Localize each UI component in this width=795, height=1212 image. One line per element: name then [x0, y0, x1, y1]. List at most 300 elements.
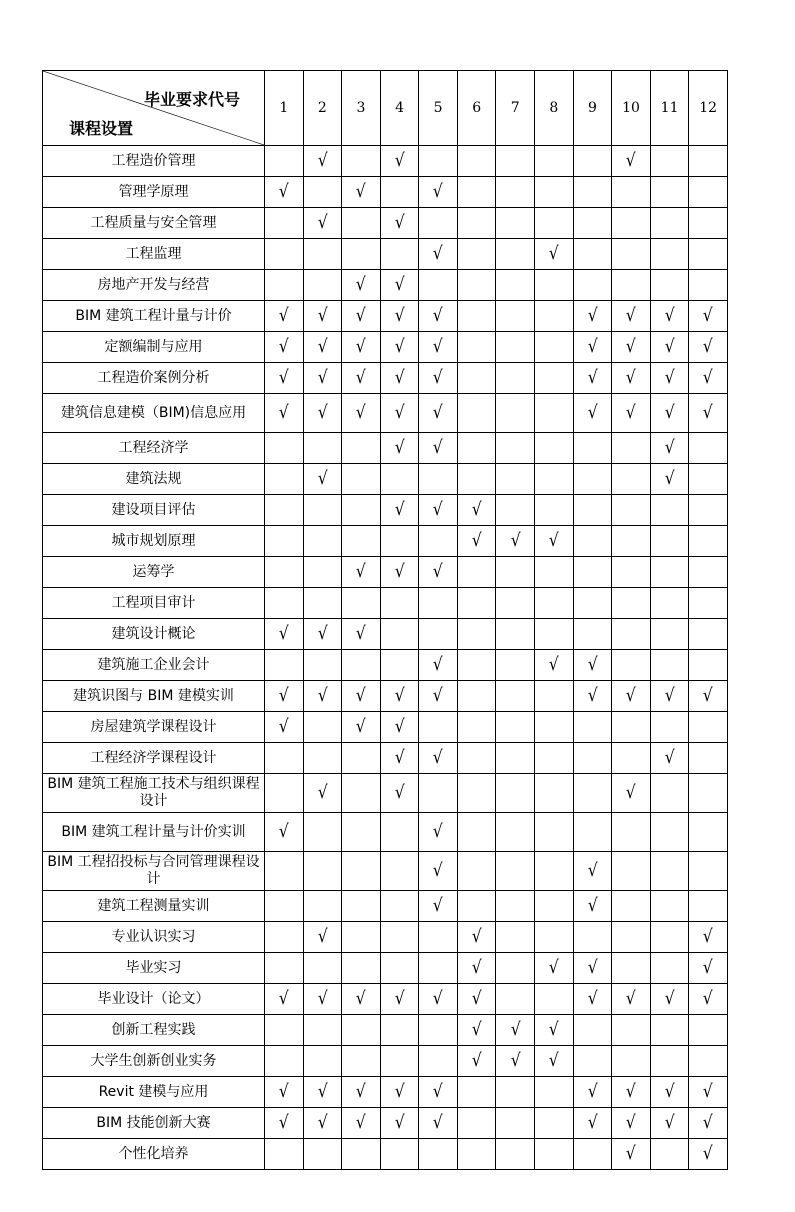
- requirement-cell: [496, 650, 535, 681]
- requirement-cell: [535, 557, 574, 588]
- requirement-cell: [612, 1077, 651, 1108]
- requirement-cell: [535, 433, 574, 464]
- requirement-cell: [689, 332, 728, 363]
- requirement-cell: [689, 177, 728, 208]
- course-name-cell: 房屋建筑学课程设计: [43, 712, 265, 743]
- requirement-cell: [457, 774, 496, 813]
- requirement-cell: [342, 588, 381, 619]
- requirement-cell: [265, 433, 304, 464]
- requirement-cell: [303, 891, 342, 922]
- course-name-cell: 工程监理: [43, 239, 265, 270]
- check-mark: √: [433, 437, 443, 458]
- check-mark: √: [433, 336, 443, 357]
- requirement-cell: [342, 984, 381, 1015]
- check-mark: √: [356, 1081, 366, 1102]
- requirement-cell: [612, 557, 651, 588]
- requirement-cell: [573, 1046, 612, 1077]
- requirement-cell: [689, 650, 728, 681]
- requirement-header-1: 1: [265, 71, 304, 146]
- check-mark: √: [394, 212, 405, 233]
- check-mark: √: [317, 926, 328, 947]
- requirement-cell: [303, 619, 342, 650]
- requirement-cell: [342, 852, 381, 891]
- requirement-cell: [573, 852, 612, 891]
- requirement-cell: [612, 332, 651, 363]
- requirement-cell: [419, 208, 458, 239]
- check-mark: √: [394, 988, 405, 1009]
- check-mark: √: [703, 336, 714, 357]
- requirement-cell: [689, 891, 728, 922]
- requirement-cell: [535, 526, 574, 557]
- requirement-cell: [535, 270, 574, 301]
- table-row: [43, 619, 728, 650]
- requirement-cell: [689, 1139, 728, 1170]
- requirement-cell: [303, 852, 342, 891]
- requirement-cell: [535, 712, 574, 743]
- requirement-header-11: 11: [650, 71, 689, 146]
- requirement-cell: [342, 1108, 381, 1139]
- requirement-cell: [650, 526, 689, 557]
- course-name-cell: 定额编制与应用: [43, 332, 265, 363]
- requirement-cell: [419, 650, 458, 681]
- requirement-cell: [419, 1108, 458, 1139]
- check-mark: √: [394, 561, 405, 582]
- requirement-cell: [457, 813, 496, 852]
- requirement-cell: [380, 852, 419, 891]
- requirement-cell: [303, 984, 342, 1015]
- requirement-cell: [496, 984, 535, 1015]
- requirement-cell: [265, 394, 304, 433]
- requirement-cell: [342, 526, 381, 557]
- check-mark: √: [278, 988, 289, 1009]
- requirement-cell: [612, 177, 651, 208]
- requirement-cell: [573, 619, 612, 650]
- requirement-cell: [496, 146, 535, 177]
- requirement-cell: [573, 177, 612, 208]
- check-mark: √: [626, 336, 636, 357]
- requirement-cell: [265, 1139, 304, 1170]
- table-row: [43, 712, 728, 743]
- requirement-cell: [342, 557, 381, 588]
- requirement-cell: [380, 177, 419, 208]
- table-row: [43, 526, 728, 557]
- check-mark: √: [587, 402, 598, 423]
- check-mark: √: [278, 1112, 289, 1133]
- requirement-cell: [535, 1015, 574, 1046]
- table-row: [43, 813, 728, 852]
- check-mark: √: [317, 402, 328, 423]
- requirement-header-12: 12: [689, 71, 728, 146]
- course-name-cell: 毕业设计（论文）: [43, 984, 265, 1015]
- requirement-cell: [535, 588, 574, 619]
- requirement-cell: [612, 526, 651, 557]
- check-mark: √: [394, 685, 405, 706]
- check-mark: √: [548, 654, 559, 675]
- check-mark: √: [626, 685, 636, 706]
- requirement-cell: [265, 1015, 304, 1046]
- requirement-cell: [496, 557, 535, 588]
- requirement-cell: [650, 922, 689, 953]
- requirement-cell: [457, 177, 496, 208]
- requirement-cell: [457, 984, 496, 1015]
- requirement-cell: [612, 743, 651, 774]
- check-mark: √: [278, 367, 289, 388]
- requirement-cell: [650, 813, 689, 852]
- requirement-cell: [457, 1046, 496, 1077]
- requirement-cell: [689, 743, 728, 774]
- requirement-cell: [265, 464, 304, 495]
- requirement-cell: [457, 852, 496, 891]
- check-mark: √: [394, 402, 405, 423]
- requirement-cell: [650, 239, 689, 270]
- requirement-cell: [303, 208, 342, 239]
- table-row: [43, 177, 728, 208]
- requirement-cell: [650, 743, 689, 774]
- requirement-cell: [612, 1139, 651, 1170]
- requirement-header-8: 8: [535, 71, 574, 146]
- requirement-cell: [265, 239, 304, 270]
- check-mark: √: [278, 181, 289, 202]
- requirement-cell: [303, 774, 342, 813]
- table-row: [43, 301, 728, 332]
- check-mark: √: [548, 957, 559, 978]
- requirement-cell: [650, 433, 689, 464]
- course-name-cell: 个性化培养: [43, 1139, 265, 1170]
- requirement-cell: [457, 1015, 496, 1046]
- requirement-cell: [265, 1077, 304, 1108]
- check-mark: √: [317, 1112, 328, 1133]
- requirement-cell: [650, 301, 689, 332]
- requirement-cell: [303, 650, 342, 681]
- requirement-cell: [650, 1108, 689, 1139]
- requirement-header-5: 5: [419, 71, 458, 146]
- check-mark: √: [626, 305, 636, 326]
- check-mark: √: [317, 988, 328, 1009]
- check-mark: √: [317, 367, 328, 388]
- check-mark: √: [394, 336, 405, 357]
- check-mark: √: [394, 747, 405, 768]
- requirement-cell: [496, 301, 535, 332]
- requirement-cell: [496, 526, 535, 557]
- requirement-cell: [689, 208, 728, 239]
- requirement-cell: [496, 394, 535, 433]
- requirement-cell: [419, 743, 458, 774]
- requirement-cell: [535, 1139, 574, 1170]
- course-name-cell: 房地产开发与经营: [43, 270, 265, 301]
- check-mark: √: [433, 243, 443, 264]
- table-row: [43, 953, 728, 984]
- requirement-cell: [612, 650, 651, 681]
- requirement-cell: [689, 712, 728, 743]
- requirement-cell: [689, 619, 728, 650]
- requirement-cell: [380, 526, 419, 557]
- course-name-cell: 工程项目审计: [43, 588, 265, 619]
- check-mark: √: [394, 782, 405, 803]
- requirement-cell: [496, 363, 535, 394]
- requirement-cell: [535, 650, 574, 681]
- check-mark: √: [356, 988, 366, 1009]
- check-mark: √: [703, 402, 714, 423]
- requirement-cell: [457, 239, 496, 270]
- requirement-cell: [303, 146, 342, 177]
- check-mark: √: [664, 305, 675, 326]
- requirement-cell: [496, 681, 535, 712]
- requirement-cell: [612, 301, 651, 332]
- check-mark: √: [433, 895, 443, 916]
- requirement-cell: [612, 588, 651, 619]
- requirement-cell: [496, 433, 535, 464]
- requirement-cell: [265, 891, 304, 922]
- requirement-cell: [535, 146, 574, 177]
- requirement-header-6: 6: [457, 71, 496, 146]
- requirement-cell: [457, 712, 496, 743]
- check-mark: √: [278, 336, 289, 357]
- check-mark: √: [433, 654, 443, 675]
- requirement-cell: [496, 177, 535, 208]
- requirement-cell: [612, 774, 651, 813]
- requirement-cell: [535, 363, 574, 394]
- requirement-cell: [650, 650, 689, 681]
- requirement-cell: [457, 526, 496, 557]
- course-name-cell: 建设项目评估: [43, 495, 265, 526]
- requirement-cell: [535, 208, 574, 239]
- course-name-cell: 工程经济学课程设计: [43, 743, 265, 774]
- table-row: [43, 922, 728, 953]
- requirement-cell: [496, 1015, 535, 1046]
- requirement-cell: [573, 557, 612, 588]
- requirement-cell: [650, 712, 689, 743]
- course-name-cell: 专业认识实习: [43, 922, 265, 953]
- requirement-cell: [457, 208, 496, 239]
- check-mark: √: [664, 747, 675, 768]
- requirement-cell: [689, 433, 728, 464]
- requirement-cell: [650, 852, 689, 891]
- check-mark: √: [703, 957, 714, 978]
- requirement-cell: [419, 1139, 458, 1170]
- requirement-cell: [496, 619, 535, 650]
- requirement-cell: [535, 394, 574, 433]
- requirement-cell: [573, 363, 612, 394]
- header-row: [43, 71, 728, 146]
- requirement-cell: [535, 619, 574, 650]
- check-mark: √: [317, 212, 328, 233]
- requirement-cell: [650, 363, 689, 394]
- course-name-cell: 毕业实习: [43, 953, 265, 984]
- requirement-cell: [650, 619, 689, 650]
- check-mark: √: [471, 530, 482, 551]
- requirement-cell: [573, 922, 612, 953]
- requirement-cell: [612, 1108, 651, 1139]
- check-mark: √: [394, 499, 405, 520]
- requirement-cell: [535, 495, 574, 526]
- requirement-cell: [650, 495, 689, 526]
- requirement-cell: [650, 1077, 689, 1108]
- requirement-cell: [303, 270, 342, 301]
- requirement-cell: [303, 681, 342, 712]
- requirement-cell: [573, 146, 612, 177]
- check-mark: √: [356, 305, 366, 326]
- check-mark: √: [548, 1050, 559, 1071]
- requirement-cell: [535, 239, 574, 270]
- requirement-cell: [496, 852, 535, 891]
- check-mark: √: [317, 782, 328, 803]
- check-mark: √: [394, 150, 405, 171]
- requirement-cell: [342, 650, 381, 681]
- course-name-cell: BIM 建筑工程计量与计价实训: [43, 813, 265, 852]
- requirement-cell: [265, 953, 304, 984]
- course-name-cell: 城市规划原理: [43, 526, 265, 557]
- requirement-cell: [265, 588, 304, 619]
- requirement-cell: [650, 984, 689, 1015]
- requirement-cell: [265, 557, 304, 588]
- matrix-body: [43, 146, 728, 1170]
- requirement-cell: [380, 1015, 419, 1046]
- requirement-cell: [612, 1015, 651, 1046]
- requirement-header-3: 3: [342, 71, 381, 146]
- requirement-cell: [573, 433, 612, 464]
- requirement-cell: [573, 650, 612, 681]
- requirement-cell: [650, 394, 689, 433]
- check-mark: √: [664, 1081, 675, 1102]
- requirement-cell: [265, 270, 304, 301]
- requirement-cell: [612, 146, 651, 177]
- requirement-cell: [573, 984, 612, 1015]
- check-mark: √: [548, 243, 559, 264]
- check-mark: √: [471, 1019, 482, 1040]
- requirement-cell: [457, 588, 496, 619]
- check-mark: √: [587, 305, 598, 326]
- table-row: [43, 1077, 728, 1108]
- check-mark: √: [587, 367, 598, 388]
- check-mark: √: [433, 305, 443, 326]
- requirement-cell: [650, 208, 689, 239]
- requirement-cell: [612, 464, 651, 495]
- requirement-cell: [342, 208, 381, 239]
- check-mark: √: [278, 305, 289, 326]
- course-name-cell: 建筑工程测量实训: [43, 891, 265, 922]
- check-mark: √: [433, 685, 443, 706]
- requirement-cell: [650, 146, 689, 177]
- check-mark: √: [703, 305, 714, 326]
- check-mark: √: [471, 926, 482, 947]
- check-mark: √: [510, 530, 521, 551]
- requirement-cell: [303, 557, 342, 588]
- requirement-cell: [303, 363, 342, 394]
- requirement-cell: [573, 1077, 612, 1108]
- requirement-cell: [457, 1077, 496, 1108]
- requirement-cell: [496, 743, 535, 774]
- requirement-cell: [496, 239, 535, 270]
- table-row: [43, 774, 728, 813]
- check-mark: √: [626, 367, 636, 388]
- check-mark: √: [278, 685, 289, 706]
- check-mark: √: [356, 716, 366, 737]
- requirement-cell: [419, 239, 458, 270]
- table-row: [43, 557, 728, 588]
- check-mark: √: [394, 305, 405, 326]
- requirement-cell: [265, 743, 304, 774]
- check-mark: √: [587, 685, 598, 706]
- requirement-cell: [689, 146, 728, 177]
- requirement-cell: [303, 813, 342, 852]
- requirement-cell: [380, 464, 419, 495]
- requirement-cell: [689, 953, 728, 984]
- table-row: [43, 433, 728, 464]
- requirement-cell: [265, 332, 304, 363]
- requirement-cell: [380, 1139, 419, 1170]
- check-mark: √: [433, 1081, 443, 1102]
- requirement-cell: [689, 852, 728, 891]
- requirement-cell: [689, 557, 728, 588]
- requirement-cell: [535, 922, 574, 953]
- requirement-cell: [419, 363, 458, 394]
- check-mark: √: [587, 1112, 598, 1133]
- requirement-cell: [380, 208, 419, 239]
- requirement-cell: [380, 394, 419, 433]
- check-mark: √: [356, 336, 366, 357]
- check-mark: √: [626, 1143, 636, 1164]
- course-name-cell: 工程造价管理: [43, 146, 265, 177]
- requirement-cell: [457, 619, 496, 650]
- requirement-cell: [265, 852, 304, 891]
- requirement-cell: [303, 239, 342, 270]
- table-row: [43, 1139, 728, 1170]
- requirement-cell: [265, 984, 304, 1015]
- requirement-cell: [457, 301, 496, 332]
- requirement-cell: [303, 301, 342, 332]
- requirement-cell: [496, 270, 535, 301]
- requirement-code-label: 毕业要求代号: [143, 90, 240, 109]
- requirement-cell: [342, 177, 381, 208]
- check-mark: √: [433, 499, 443, 520]
- requirement-cell: [380, 743, 419, 774]
- table-row: [43, 208, 728, 239]
- check-mark: √: [471, 988, 482, 1009]
- table-row: [43, 1108, 728, 1139]
- requirement-cell: [496, 922, 535, 953]
- requirement-cell: [650, 177, 689, 208]
- requirement-cell: [689, 922, 728, 953]
- requirement-cell: [650, 1139, 689, 1170]
- requirement-cell: [689, 813, 728, 852]
- requirement-cell: [303, 922, 342, 953]
- requirement-cell: [342, 464, 381, 495]
- requirement-cell: [303, 1077, 342, 1108]
- requirement-cell: [612, 681, 651, 712]
- requirement-cell: [380, 1108, 419, 1139]
- check-mark: √: [278, 821, 289, 842]
- requirement-cell: [612, 813, 651, 852]
- requirement-cell: [265, 363, 304, 394]
- requirement-cell: [573, 813, 612, 852]
- requirement-cell: [573, 526, 612, 557]
- course-name-cell: 管理学原理: [43, 177, 265, 208]
- requirement-cell: [535, 891, 574, 922]
- requirement-cell: [303, 743, 342, 774]
- requirement-header-10: 10: [612, 71, 651, 146]
- check-mark: √: [317, 336, 328, 357]
- requirement-header-9: 9: [573, 71, 612, 146]
- requirement-cell: [496, 712, 535, 743]
- requirement-cell: [457, 146, 496, 177]
- requirement-cell: [612, 953, 651, 984]
- check-mark: √: [664, 437, 675, 458]
- course-name-cell: 建筑识图与 BIM 建模实训: [43, 681, 265, 712]
- requirement-cell: [342, 891, 381, 922]
- requirement-cell: [380, 712, 419, 743]
- requirement-cell: [380, 1046, 419, 1077]
- check-mark: √: [626, 150, 636, 171]
